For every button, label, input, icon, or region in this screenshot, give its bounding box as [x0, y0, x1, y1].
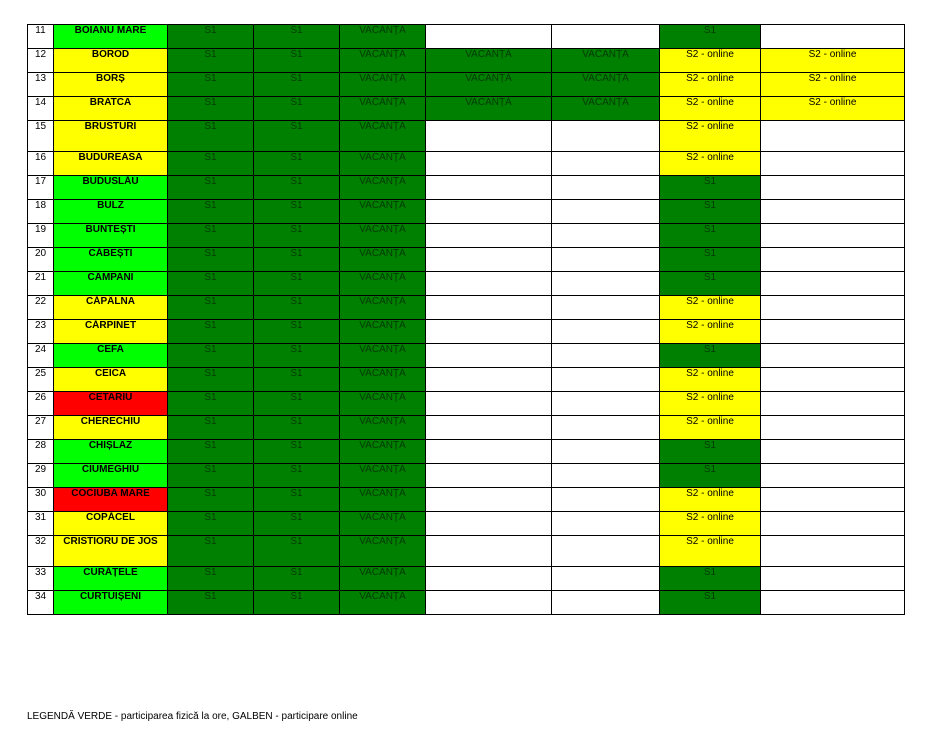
- locality-name: CHERECHIU: [54, 416, 168, 440]
- status-cell: [426, 567, 552, 591]
- status-cell: VACANȚĂ: [340, 152, 426, 176]
- status-cell: S1: [254, 567, 340, 591]
- locality-name: BUNTEȘTI: [54, 224, 168, 248]
- row-number: 23: [28, 320, 54, 344]
- status-cell: VACANȚĂ: [340, 344, 426, 368]
- status-cell: S1: [168, 272, 254, 296]
- status-cell: S2 - online: [660, 97, 761, 121]
- table-row: [28, 488, 905, 512]
- status-cell: S1: [168, 416, 254, 440]
- status-cell: [761, 248, 905, 272]
- status-cell: S1: [168, 152, 254, 176]
- row-number: 19: [28, 224, 54, 248]
- status-cell: S1: [254, 49, 340, 73]
- table-row: [28, 272, 905, 296]
- status-cell: S1: [660, 344, 761, 368]
- status-cell: [426, 392, 552, 416]
- table-row: [28, 344, 905, 368]
- status-cell: VACANȚĂ: [340, 97, 426, 121]
- status-cell: [552, 272, 660, 296]
- table-row: [28, 512, 905, 536]
- status-cell: [552, 567, 660, 591]
- status-cell: S1: [168, 512, 254, 536]
- status-cell: S1: [168, 224, 254, 248]
- status-cell: S1: [254, 344, 340, 368]
- status-cell: S1: [660, 248, 761, 272]
- status-cell: VACANȚĂ: [340, 121, 426, 152]
- status-cell: [552, 392, 660, 416]
- row-number: 20: [28, 248, 54, 272]
- table-row: [28, 176, 905, 200]
- status-cell: S1: [168, 440, 254, 464]
- status-cell: [761, 344, 905, 368]
- status-cell: [426, 488, 552, 512]
- status-cell: S1: [254, 296, 340, 320]
- status-cell: S1: [660, 440, 761, 464]
- status-cell: S1: [254, 320, 340, 344]
- status-cell: [552, 152, 660, 176]
- status-cell: VACANȚĂ: [340, 320, 426, 344]
- status-cell: [426, 25, 552, 49]
- status-cell: [552, 200, 660, 224]
- status-cell: S2 - online: [761, 97, 905, 121]
- table-row: [28, 248, 905, 272]
- status-cell: S1: [168, 536, 254, 567]
- locality-name: CEICA: [54, 368, 168, 392]
- status-cell: VACANȚĂ: [340, 416, 426, 440]
- status-cell: VACANȚĂ: [340, 224, 426, 248]
- status-cell: [426, 272, 552, 296]
- row-number: 16: [28, 152, 54, 176]
- table-row: [28, 121, 905, 152]
- locality-name: BORȘ: [54, 73, 168, 97]
- status-cell: VACANȚĂ: [340, 512, 426, 536]
- row-number: 12: [28, 49, 54, 73]
- status-cell: S1: [168, 488, 254, 512]
- status-cell: [552, 25, 660, 49]
- status-cell: S1: [254, 416, 340, 440]
- status-cell: [552, 121, 660, 152]
- status-cell: [426, 248, 552, 272]
- table-row: [28, 464, 905, 488]
- locality-name: COCIUBA MARE: [54, 488, 168, 512]
- status-cell: S1: [660, 25, 761, 49]
- status-cell: VACANȚĂ: [552, 73, 660, 97]
- status-cell: S1: [168, 320, 254, 344]
- row-number: 14: [28, 97, 54, 121]
- status-cell: [761, 121, 905, 152]
- row-number: 25: [28, 368, 54, 392]
- status-cell: S1: [254, 248, 340, 272]
- status-cell: S1: [254, 121, 340, 152]
- status-cell: [552, 176, 660, 200]
- status-cell: [761, 368, 905, 392]
- status-cell: S2 - online: [660, 536, 761, 567]
- status-cell: S1: [254, 464, 340, 488]
- status-cell: S2 - online: [660, 152, 761, 176]
- locality-name: COPĂCEL: [54, 512, 168, 536]
- status-cell: S1: [168, 296, 254, 320]
- table-row: [28, 224, 905, 248]
- status-cell: S1: [254, 512, 340, 536]
- status-cell: VACANȚĂ: [340, 392, 426, 416]
- status-cell: VACANȚĂ: [340, 272, 426, 296]
- status-cell: S2 - online: [761, 73, 905, 97]
- status-cell: [761, 416, 905, 440]
- status-cell: VACANȚĂ: [340, 25, 426, 49]
- locality-name: CRISTIORU DE JOS: [54, 536, 168, 567]
- locality-name: BULZ: [54, 200, 168, 224]
- locality-name: CURĂȚELE: [54, 567, 168, 591]
- status-cell: [761, 488, 905, 512]
- locality-name: CHIȘLAZ: [54, 440, 168, 464]
- locality-name: BOIANU MARE: [54, 25, 168, 49]
- table-row: [28, 320, 905, 344]
- status-cell: [426, 121, 552, 152]
- status-cell: S1: [168, 49, 254, 73]
- status-cell: [552, 224, 660, 248]
- status-cell: S2 - online: [660, 296, 761, 320]
- status-cell: S1: [254, 591, 340, 615]
- table-row: [28, 591, 905, 615]
- status-cell: S1: [168, 591, 254, 615]
- status-cell: [761, 224, 905, 248]
- table-row: [28, 567, 905, 591]
- status-cell: [552, 536, 660, 567]
- row-number: 34: [28, 591, 54, 615]
- status-cell: [426, 536, 552, 567]
- status-cell: [426, 464, 552, 488]
- status-cell: VACANȚĂ: [340, 536, 426, 567]
- status-cell: [761, 567, 905, 591]
- status-cell: VACANȚĂ: [426, 49, 552, 73]
- status-cell: VACANȚĂ: [340, 200, 426, 224]
- table-row: [28, 25, 905, 49]
- status-cell: [761, 440, 905, 464]
- status-cell: S1: [168, 392, 254, 416]
- row-number: 33: [28, 567, 54, 591]
- status-cell: [761, 200, 905, 224]
- status-cell: [426, 368, 552, 392]
- table-row: [28, 97, 905, 121]
- status-cell: VACANȚĂ: [340, 248, 426, 272]
- status-cell: S1: [660, 272, 761, 296]
- table-row: [28, 296, 905, 320]
- status-cell: [761, 512, 905, 536]
- status-cell: [552, 488, 660, 512]
- status-cell: S1: [168, 248, 254, 272]
- status-cell: S1: [254, 368, 340, 392]
- row-number: 32: [28, 536, 54, 567]
- locality-name: BOROD: [54, 49, 168, 73]
- status-cell: S1: [254, 392, 340, 416]
- table-row: [28, 49, 905, 73]
- status-cell: [761, 296, 905, 320]
- row-number: 26: [28, 392, 54, 416]
- status-cell: [552, 296, 660, 320]
- status-cell: S1: [168, 121, 254, 152]
- locality-name: BRUSTURI: [54, 121, 168, 152]
- status-cell: S1: [254, 440, 340, 464]
- locality-name: CĂBEȘTI: [54, 248, 168, 272]
- status-cell: [426, 320, 552, 344]
- table-row: [28, 368, 905, 392]
- table-row: [28, 200, 905, 224]
- status-cell: [426, 176, 552, 200]
- status-cell: [761, 320, 905, 344]
- locality-name: BUDUREASA: [54, 152, 168, 176]
- locality-name: CURTUIȘENI: [54, 591, 168, 615]
- status-cell: [552, 368, 660, 392]
- row-number: 27: [28, 416, 54, 440]
- status-cell: [426, 512, 552, 536]
- locality-name: CEFA: [54, 344, 168, 368]
- locality-name: CETARIU: [54, 392, 168, 416]
- status-cell: S1: [254, 176, 340, 200]
- row-number: 31: [28, 512, 54, 536]
- status-cell: VACANȚĂ: [340, 368, 426, 392]
- status-cell: [761, 152, 905, 176]
- status-cell: [426, 200, 552, 224]
- status-cell: [761, 591, 905, 615]
- row-number: 28: [28, 440, 54, 464]
- status-cell: [552, 591, 660, 615]
- status-cell: S1: [168, 73, 254, 97]
- table-row: [28, 440, 905, 464]
- status-cell: S1: [168, 464, 254, 488]
- status-cell: VACANȚĂ: [340, 49, 426, 73]
- status-cell: VACANȚĂ: [426, 97, 552, 121]
- status-cell: S2 - online: [660, 488, 761, 512]
- status-cell: S1: [254, 200, 340, 224]
- status-cell: [426, 224, 552, 248]
- table-row: [28, 73, 905, 97]
- status-cell: [552, 440, 660, 464]
- table-row: [28, 392, 905, 416]
- status-cell: VACANȚĂ: [552, 97, 660, 121]
- status-cell: VACANȚĂ: [340, 488, 426, 512]
- status-cell: S1: [254, 488, 340, 512]
- status-cell: S2 - online: [660, 73, 761, 97]
- status-cell: [761, 464, 905, 488]
- row-number: 18: [28, 200, 54, 224]
- status-cell: S2 - online: [660, 512, 761, 536]
- status-cell: [552, 512, 660, 536]
- status-cell: [552, 344, 660, 368]
- status-cell: S1: [660, 464, 761, 488]
- status-cell: S2 - online: [660, 121, 761, 152]
- status-cell: S1: [254, 25, 340, 49]
- row-number: 17: [28, 176, 54, 200]
- status-cell: S1: [254, 73, 340, 97]
- status-cell: S1: [660, 200, 761, 224]
- status-cell: S2 - online: [660, 416, 761, 440]
- status-cell: VACANȚĂ: [340, 296, 426, 320]
- locality-name: CIUMEGHIU: [54, 464, 168, 488]
- locality-name: CÂMPANI: [54, 272, 168, 296]
- table-row: [28, 152, 905, 176]
- status-cell: VACANȚĂ: [340, 464, 426, 488]
- status-cell: S1: [254, 272, 340, 296]
- table-row: [28, 536, 905, 567]
- status-cell: S1: [168, 200, 254, 224]
- status-cell: S1: [168, 344, 254, 368]
- status-cell: S1: [660, 224, 761, 248]
- status-cell: [761, 272, 905, 296]
- locality-name: CĂPÂLNA: [54, 296, 168, 320]
- row-number: 11: [28, 25, 54, 49]
- status-cell: S1: [254, 536, 340, 567]
- status-cell: S1: [168, 176, 254, 200]
- row-number: 22: [28, 296, 54, 320]
- status-cell: S1: [168, 567, 254, 591]
- status-cell: [426, 591, 552, 615]
- status-cell: [426, 296, 552, 320]
- locality-name: BUDUSLĂU: [54, 176, 168, 200]
- legend-text: LEGENDĂ VERDE - participarea fizică la ore, GALBEN - participare online: [27, 711, 358, 722]
- locality-name: BRATCA: [54, 97, 168, 121]
- status-cell: [426, 344, 552, 368]
- row-number: 15: [28, 121, 54, 152]
- status-cell: S2 - online: [660, 320, 761, 344]
- status-cell: [552, 320, 660, 344]
- status-cell: VACANȚĂ: [340, 567, 426, 591]
- status-cell: VACANȚĂ: [340, 440, 426, 464]
- status-cell: [552, 464, 660, 488]
- status-cell: S1: [168, 25, 254, 49]
- locality-name: CĂRPINET: [54, 320, 168, 344]
- status-cell: S1: [254, 152, 340, 176]
- status-cell: VACANȚĂ: [340, 591, 426, 615]
- row-number: 13: [28, 73, 54, 97]
- status-cell: [552, 416, 660, 440]
- status-cell: S1: [254, 97, 340, 121]
- status-cell: S1: [168, 97, 254, 121]
- status-cell: S1: [660, 176, 761, 200]
- row-number: 24: [28, 344, 54, 368]
- status-cell: S2 - online: [660, 392, 761, 416]
- status-cell: [761, 536, 905, 567]
- status-cell: S1: [660, 567, 761, 591]
- row-number: 30: [28, 488, 54, 512]
- status-cell: [426, 152, 552, 176]
- status-cell: [426, 440, 552, 464]
- status-cell: VACANȚĂ: [340, 73, 426, 97]
- status-cell: S1: [168, 368, 254, 392]
- row-number: 29: [28, 464, 54, 488]
- status-cell: S1: [660, 591, 761, 615]
- status-cell: S1: [254, 224, 340, 248]
- table-row: [28, 416, 905, 440]
- schedule-table: [27, 24, 905, 615]
- status-cell: S2 - online: [660, 49, 761, 73]
- status-cell: [761, 25, 905, 49]
- status-cell: VACANȚĂ: [552, 49, 660, 73]
- status-cell: [426, 416, 552, 440]
- status-cell: VACANȚĂ: [426, 73, 552, 97]
- status-cell: S2 - online: [761, 49, 905, 73]
- row-number: 21: [28, 272, 54, 296]
- status-cell: [761, 176, 905, 200]
- status-cell: [552, 248, 660, 272]
- status-cell: S2 - online: [660, 368, 761, 392]
- status-cell: VACANȚĂ: [340, 176, 426, 200]
- status-cell: [761, 392, 905, 416]
